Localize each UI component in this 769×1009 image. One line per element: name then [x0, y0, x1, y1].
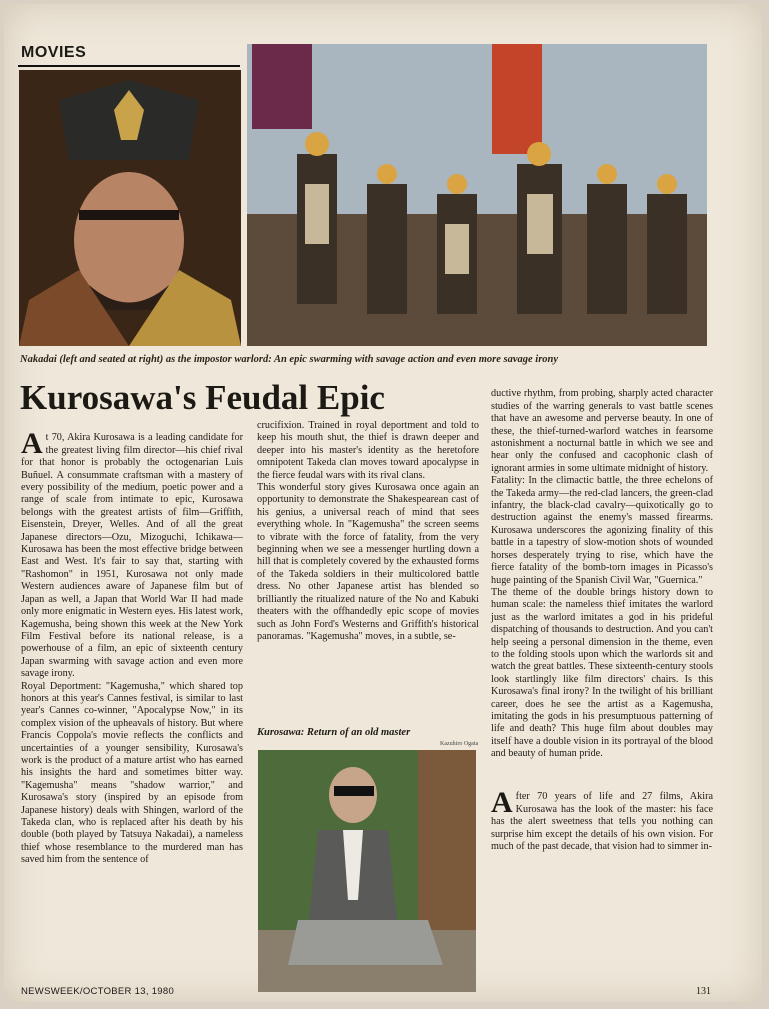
article-column-1 — [21, 420, 243, 867]
warlord-portrait-illustration — [19, 70, 241, 346]
photo-credit: Kazuhiro Ogata — [440, 741, 479, 747]
photo-caption: Nakadai (left and seated at right) as the impostor warlord: An epic swarming with savage action and even more savage irony — [20, 354, 559, 365]
section-label: MOVIES — [21, 44, 87, 61]
page-number: 131 — [696, 986, 711, 997]
samurai-army-illustration — [247, 44, 707, 346]
column-3-final-section — [491, 779, 713, 853]
drop-cap-2: A — [491, 786, 513, 820]
column-3-text: ductive rhythm, from probing, sharply acted character studies of the warring generals to vast battle scenes that have an awesome and perverse beauty. In one of these, the thief-turned-warlord watches in fearsome astonishment a nocturnal battle in which we see and hear only the confused and cacophonic clash of ignorant armies in some ultimate midnight of history. Fatality: In the climactic battle, the three echelons of the Takeda army—the red-clad lancers, the green-clad infantry, the black-clad cavalry—quixotically go to destruction against the enemy's massed firearms. Kurosawa underscores the agonizing finality of this battle in a tapestry of slow-motion shots of wounded horses desperately trying to rise, which have the fierce fatality of the bomb-torn images in Picasso's huge painting of the Spanish Civil War, "Guernica." The theme of the double brings history down to human scale: the nameless thief imitates the warlord just as the warlord imitates a god in his prideful dispatching of thousands to destruction. And you can't help seeing a personal dimension in the theme, even to the folding stools upon which the warlords sit and watch the great battles. These sixteenth-century stools look startlingly like film directors' chairs. Is this Kurosawa's final irony? In the twilight of his brilliant career, does he see the artist as a Kagemusha, imitating the gods in his presumptuous patterning of life and death? This huge film about doubles may itself have a double vision in its portrayal of the blood and beauty of human pride. — [491, 388, 713, 760]
footer-publication: NEWSWEEK/OCTOBER 13, 1980 — [21, 986, 175, 997]
portrait-caption: Kurosawa: Return of an old master — [257, 727, 411, 738]
drop-cap: A — [21, 427, 43, 461]
article-column-2: crucifixion. Trained in royal deportment and told to keep his mouth shut, the thief is drawn deeper and deeper into his master's identity as the heretofore omnipotent Takeda clan moves toward apocalypse in the fierce feudal wars with its rival clans. This wonderful story gives Kurosawa once again an opportunity to demonstrate the Shakespearean cast of his genius, a universal reach of mind that sees everything whole. In "Kagemusha" the screen seems to vibrate with the force of fatality, from the very beginning when we see a messenger hurtling down a hill that is completely covered by the exhausted forms of the Takeda soldiers in their multicolored battle dress. No other Japanese artist has blended so brilliantly the ritualized nature of the No and Kabuki theaters with the offhandedly epic scope of movies such as John Ford's Westerns and Griffith's historical panoramas. "Kagemusha" moves, in a subtle, se- — [257, 420, 479, 642]
section-rule — [18, 65, 240, 67]
kurosawa-seated-illustration — [258, 750, 476, 992]
column-3-final-text: fter 70 years of life and 27 films, Akira Kurosawa has the look of the master: his face has the alert sweetness that tells you nothing can surprise him except the details of his own vision. For much of the past decade, that vision had to simmer in- — [491, 791, 713, 853]
battle-scene-photo — [247, 44, 707, 346]
column-1-text: t 70, Akira Kurosawa is a leading candidate for the greatest living film director—his chief rival for that honor is probably the octogenarian Luis Buñuel. A consummate craftsman with a mastery of every possibility of the medium, poetic power and a range of scale from intimate to epic, Kurosawa belongs with the greatest artists of film—Griffith, Eisenstein, Dreyer, Welles. And of all the great Japanese directors—Ozu, Mizoguchi, Ichikawa—Kurosawa has been the most effective bridge between East and West. It's fair to say that, starting with "Rashomon" in 1951, Kurosawa not only made Western audiences aware of Japanese film but of Japan as well, a Japan that World War II had made only more enigmatic in Western eyes. His latest work, Kagemusha, being shown this week at the New York Film Festival before its national release, is a powerhouse of a film, an epic of sixteenth century Japan swarming with savage action and even more savage irony. Royal Deportment: "Kagemusha," which shared top honors at this year's Cannes festival, is similar to last year's Cannes co-winner, "Apocalypse Now," in its complex vision of the upheavals of history. But where Francis Coppola's movie reflects the conflicts and uncertainties of a younger sensibility, Kurosawa's work is the product of a mature artist who has earned his insights the hard and sometimes bitter way. "Kagemusha" means "shadow warrior," and Kurosawa's story (inspired by an episode from Japanese history) deals with Shingen, warlord of the Takeda clan, who is replaced after his death by his double (both played by Tatsuya Nakadai), a nameless thief whose resemblance to the murdered man has saved him from the sentence of — [21, 432, 243, 866]
warlord-portrait-photo — [19, 70, 241, 346]
kurosawa-photo — [258, 750, 476, 992]
article-headline: Kurosawa's Feudal Epic — [20, 378, 385, 417]
article-column-3 — [491, 376, 713, 866]
